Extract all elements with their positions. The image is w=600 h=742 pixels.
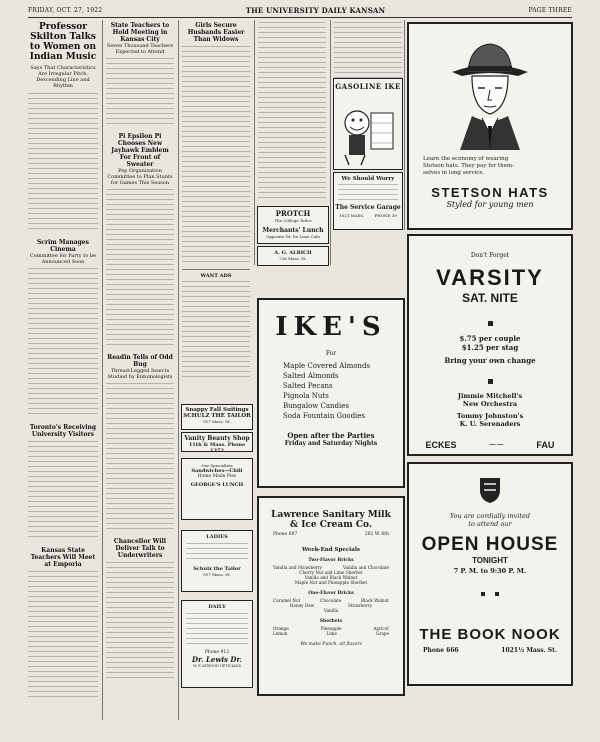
masthead-title: THE UNIVERSITY DAILY KANSAN [245,5,386,15]
ad-varsity [407,234,573,456]
ad-line: We Should Worry [341,176,395,182]
varsity-orch: New Orchestra [462,400,518,408]
ad-georges-lunch [181,458,253,520]
column-2 [106,22,174,682]
milk-item: Vanilla [323,608,339,613]
bookshop-footer [423,647,557,654]
varsity-top: Don't Forget [470,252,510,259]
stetson-caption-line: Learn the economy of wearing [423,156,509,162]
column-3 [182,22,250,381]
ad-line: A. G. ALRICH [274,250,312,256]
milk-item: Lemon [273,631,288,636]
dash-ornament-icon: — — [489,442,504,448]
column-divider [178,20,179,720]
square-ornament-icon [481,592,485,596]
shield-emblem-icon [478,476,502,504]
milk-sherbets: Sherbets [319,619,343,624]
column-1 [28,22,98,701]
subhead-scrim: Committee for Party to be Announced Soon [30,253,96,265]
milk-item: Orange [273,626,289,631]
bookshop-address: 1021½ Mass. St. [501,647,557,654]
square-ornament-icon [488,321,493,326]
ad-line: 1021 MASS. [339,213,365,218]
column-divider [404,20,405,230]
ad-line: Dr. Lewis Dr. [192,655,242,664]
article-body [28,441,98,541]
ad-body [186,543,248,563]
milk-item: Maple Nut and Pineapple Sherbet [294,580,368,585]
ad-ikes [257,298,405,488]
article-body [28,93,98,233]
ad-line: W. P. ATWOOD OPTICIANS [193,664,241,668]
milk-contact-row [273,532,389,537]
ad-service-garage [333,172,403,230]
ad-book-nook [407,462,573,686]
stetson-caption [423,156,571,177]
man-in-hat-illustration-icon [430,30,550,150]
milk-item: Honey Dew [289,603,315,608]
milk-phone: Phone 697 [273,532,298,537]
subhead-pi-epsilon-pi: Pep Organization Committee to Plan Stunts for Games This Season [107,168,173,186]
ad-line: DAILY [208,604,226,610]
want-ads-body [182,281,250,381]
square-ornament-icon [495,592,499,596]
cartoon-figure-icon [335,93,401,168]
classified-ads-col4 [258,22,326,202]
ad-line: GEORGE'S LUNCH [190,482,244,488]
column-divider [254,20,255,265]
article-body [28,268,98,418]
ad-lewis-optician [181,600,253,688]
want-ads-heading: WANT ADS [200,273,232,279]
milk-specials-head: Week-End Specials [301,547,361,553]
article-body [106,562,174,682]
ikes-item: Salted Pecans [283,382,333,390]
headline-state-teachers: State Teachers to Hold Meeting in Kansas City [110,22,170,43]
ad-line: 917 Mass. St. [203,572,231,577]
bookshop-title: OPEN HOUSE [421,534,559,555]
masthead-page: PAGE THREE [528,6,572,14]
ad-line: Phone 912 [204,650,230,655]
varsity-orch: K. U. Serenaders [459,420,521,428]
stetson-caption-line: Stetson hats. They pay for them- [423,163,514,169]
stetson-title: STETSON HATS [431,185,549,200]
ad-line: PROTCH [275,209,311,218]
bookshop-tonight: TONIGHT [472,556,508,565]
varsity-price2: $1.25 per stag [461,343,519,352]
varsity-ornament [409,369,571,388]
ad-line: LADIES [206,534,228,540]
milk-title1: Lawrence Sanitary Milk [271,510,391,520]
milk-two-flavor: Two-Flavor Bricks [308,558,354,563]
ikes-title: IKE'S [275,312,387,342]
masthead [28,4,572,16]
ad-line: Vanity Beauty Shop [184,435,250,442]
varsity-ornament [409,311,571,330]
ad-line: 736 Mass. St. [279,256,307,261]
ad-vanity-beauty [181,432,253,452]
milk-address: 202 W. 6th [364,532,389,537]
ikes-item: Bungalow Candies [283,402,349,410]
ad-line: Our Specialties [201,463,233,468]
milk-one-flavor: One-Flavor Bricks [308,591,354,596]
article-body [106,189,174,349]
varsity-footer-left: ECKES [425,440,457,450]
ikes-for: For [325,350,337,357]
bookshop-name: THE BOOK NOOK [419,626,561,643]
ikes-footer2: Friday and Saturday Nights [284,440,378,447]
headline-kansas-teachers: Kansas State Teachers Will Meet at Emporia [30,547,96,568]
varsity-bring: Bring your own change [444,356,536,365]
ad-gasoline-ike [333,78,403,170]
varsity-orch: Jimmie Mitchell's [457,392,523,400]
ad-line: The College Tailor [274,218,312,223]
ad-body [186,613,248,647]
ikes-footer1: Open after the Parties [287,431,375,440]
headline-odd-bug: Readin Tells of Odd Bug [107,354,173,368]
divider [182,269,250,270]
headline-pi-epsilon-pi: Pi Epsilon Pi Chooses New Jayhawk Emblem For Front of Sweater [111,133,169,168]
ikes-item: Soda Fountain Goodies [283,412,366,420]
ad-line: Merchants' Lunch [262,227,324,234]
ad-line: 917 Mass. St. [203,419,231,424]
milk-item: Vanilla and Strawberry [273,565,323,570]
milk-item: Chocolate [320,598,342,603]
varsity-subtitle: SAT. NITE [462,291,518,305]
bookshop-hours: 7 P. M. to 9:30 P. M. [453,567,527,575]
milk-row [273,631,389,636]
varsity-title: VARSITY [436,265,544,290]
article-body [106,58,174,128]
ad-ladies-schulz [181,530,253,592]
ad-stetson-hats [407,22,573,230]
milk-item: Grape [375,631,389,636]
varsity-footer-right: FAU [536,440,555,450]
varsity-price1: $.75 per couple [459,334,521,343]
headline-toronto: Toronto's Receiving University Visitors [29,424,97,438]
ad-line: The Service Garage [335,204,401,211]
column-divider [330,20,331,265]
stetson-subtitle: Styled for young men [446,200,534,209]
ad-line: Opposite Dr. De Luxe Cafe [266,234,320,239]
ikes-item: Maple Covered Almonds [283,362,371,370]
gasoline-ike-title: GASOLINE IKE [335,82,401,91]
ikes-item: Salted Almonds [283,372,339,380]
ikes-item: Pignola Nuts [283,392,329,400]
classified-ads-col5 [334,22,402,78]
ad-line: PHONE 39 [374,213,397,218]
ad-line: Home Made Pies [197,474,237,479]
headline-girls-husbands: Girls Secure Husbands Easier Than Widows [187,22,245,43]
milk-item: Pineapple [320,626,342,631]
masthead-date: FRIDAY, OCT. 27, 1922 [28,6,103,14]
headline-chancellor: Chancellor Will Deliver Talk to Underwriters [113,538,167,559]
milk-item: Vanilla and Chocolate [342,565,389,570]
subhead-skilton: Says That Characteristics Are Irregular Pitch, Descending Line and Rhythm [30,65,96,89]
article-body [28,571,98,701]
milk-footer: We make Punch, all flavors [300,642,362,647]
ad-line: SCHULZ THE TAILOR [183,413,251,419]
bookshop-ornament [409,581,571,600]
milk-item: Caramel Nut [273,598,301,603]
ad-schulz-snappy [181,404,253,430]
headline-scrim: Scrim Manages Cinema [36,239,90,253]
milk-item: Lime [326,631,337,636]
article-body [106,383,174,533]
subhead-state-teachers: Seven Thousand Teachers Expected to Attend [106,43,174,55]
column-divider [102,20,103,720]
ad-lawrence-milk [257,496,405,696]
milk-item: Cherry Nut and Lime Sherbet [299,570,363,575]
milk-item: Apricot [373,626,389,631]
service-garage-footer [334,213,402,218]
square-ornament-icon [488,379,493,384]
bookshop-invite1: You are cordially invited [449,512,531,520]
ad-protch-merchants [257,206,329,244]
varsity-footer [409,440,571,450]
stetson-caption-line: selves in long service. [423,170,485,176]
milk-title2: & Ice Cream Co. [289,520,373,530]
article-body [182,46,250,266]
milk-item: Strawberry [347,603,373,608]
ad-alrich [257,246,329,266]
subhead-odd-bug: Thread-Legged Insects Studied by Entomologists [107,368,173,380]
milk-item: Vanilla and Black Walnut [304,575,358,580]
ad-line: Sandwiches—Chili [191,468,243,474]
bookshop-phone: Phone 666 [423,647,459,654]
bookshop-invite2: to attend our [468,520,512,528]
ad-line: 11th & Mass. Phone 1372 [188,442,246,454]
ad-line: Schulz the Tailor [193,566,241,572]
ad-body [338,184,398,202]
milk-item: Black Walnut [361,598,389,603]
varsity-orch: Tommy Johnston's [456,412,524,420]
ikes-item-list [283,361,403,421]
headline-skilton: Professor Skilton Talks to Women on Indian Music [29,22,97,62]
masthead-rule [28,17,572,18]
ad-line: Snappy Fall Suitings [185,407,249,413]
